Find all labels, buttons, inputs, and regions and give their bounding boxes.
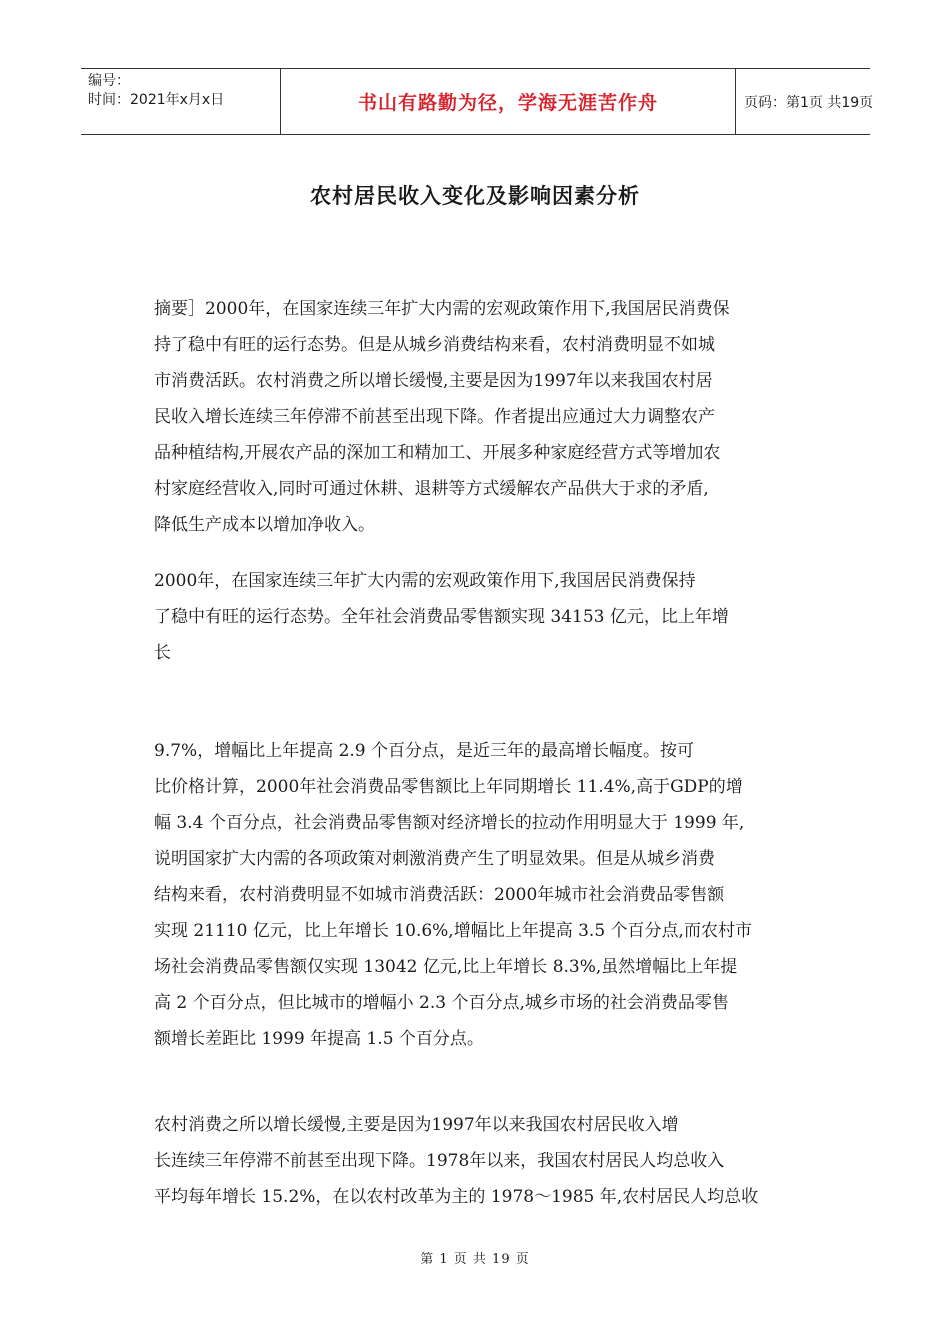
text-line: 实现 21110 亿元，比上年增长 10.6%,增幅比上年提高 3.5 个百分点,而农村市 bbox=[154, 921, 752, 941]
text-line: 说明国家扩大内需的各项政策对刺激消费产生了明显效果。但是从城乡消费 bbox=[154, 849, 715, 869]
header-meta bbox=[81, 69, 281, 134]
text-line: 长连续三年停滞不前甚至出现下降。1978年以来，我国农村居民人均总收入 bbox=[154, 1151, 725, 1171]
text-line: 长 bbox=[154, 643, 171, 663]
text-line: 场社会消费品零售额仅实现 13042 亿元,比上年增长 8.3%,虽然增幅比上年提 bbox=[154, 957, 738, 977]
text-line: 比价格计算，2000年社会消费品零售额比上年同期增长 11.4%,高于GDP的增 bbox=[154, 777, 743, 797]
text-line: 平均每年增长 15.2%，在以农村改革为主的 1978～1985 年,农村居民人均总收 bbox=[154, 1187, 759, 1207]
document-header bbox=[81, 68, 874, 135]
text-line: 结构来看，农村消费明显不如城市消费活跃：2000年城市社会消费品零售额 bbox=[154, 885, 725, 905]
header-page-info: 页码：第1页 共19页 bbox=[744, 94, 874, 111]
text-line: 民收入增长连续三年停滞不前甚至出现下降。作者提出应通过大力调整农产 bbox=[154, 407, 715, 427]
body-paragraph bbox=[154, 563, 804, 671]
text-line: 持了稳中有旺的运行态势。但是从城乡消费结构来看，农村消费明显不如城 bbox=[154, 335, 715, 355]
text-line: 额增长差距比 1999 年提高 1.5 个百分点。 bbox=[154, 1029, 484, 1049]
document-time-label: 时间：2021年x月x日 bbox=[88, 92, 225, 108]
text-line: 农村消费之所以增长缓慢,主要是因为1997年以来我国农村居民收入增 bbox=[154, 1115, 679, 1135]
text-line: 幅 3.4 个百分点，社会消费品零售额对经济增长的拉动作用明显大于 1999 年, bbox=[154, 813, 745, 833]
page-footer: 第 1 页 共 19 页 bbox=[420, 1252, 530, 1267]
text-line: 高 2 个百分点，但比城市的增幅小 2.3 个百分点,城乡市场的社会消费品零售 bbox=[154, 993, 729, 1013]
document-number-label: 编号： bbox=[88, 73, 130, 89]
body-paragraph bbox=[154, 1107, 804, 1215]
abstract-paragraph bbox=[154, 291, 804, 543]
body-paragraph bbox=[154, 733, 804, 1057]
text-line: 村家庭经营收入,同时可通过休耕、退耕等方式缓解农产品供大于求的矛盾, bbox=[154, 479, 709, 499]
text-line: 2000年，在国家连续三年扩大内需的宏观政策作用下,我国居民消费保持 bbox=[154, 571, 696, 591]
document-title: 农村居民收入变化及影响因素分析 bbox=[310, 184, 640, 208]
header-motto: 书山有路勤为径，学海无涯苦作舟 bbox=[281, 69, 736, 134]
text-line: 品种植结构,开展农产品的深加工和精加工、开展多种家庭经营方式等增加农 bbox=[154, 443, 721, 463]
text-line: 市消费活跃。农村消费之所以增长缓慢,主要是因为1997年以来我国农村居 bbox=[154, 371, 713, 391]
text-line: 摘要］2000年，在国家连续三年扩大内需的宏观政策作用下,我国居民消费保 bbox=[154, 299, 730, 319]
text-line: 降低生产成本以增加净收入。 bbox=[154, 515, 375, 535]
text-line: 9.7%，增幅比上年提高 2.9 个百分点，是近三年的最高增长幅度。按可 bbox=[154, 741, 695, 761]
text-line: 了稳中有旺的运行态势。全年社会消费品零售额实现 34153 亿元，比上年增 bbox=[154, 607, 729, 627]
